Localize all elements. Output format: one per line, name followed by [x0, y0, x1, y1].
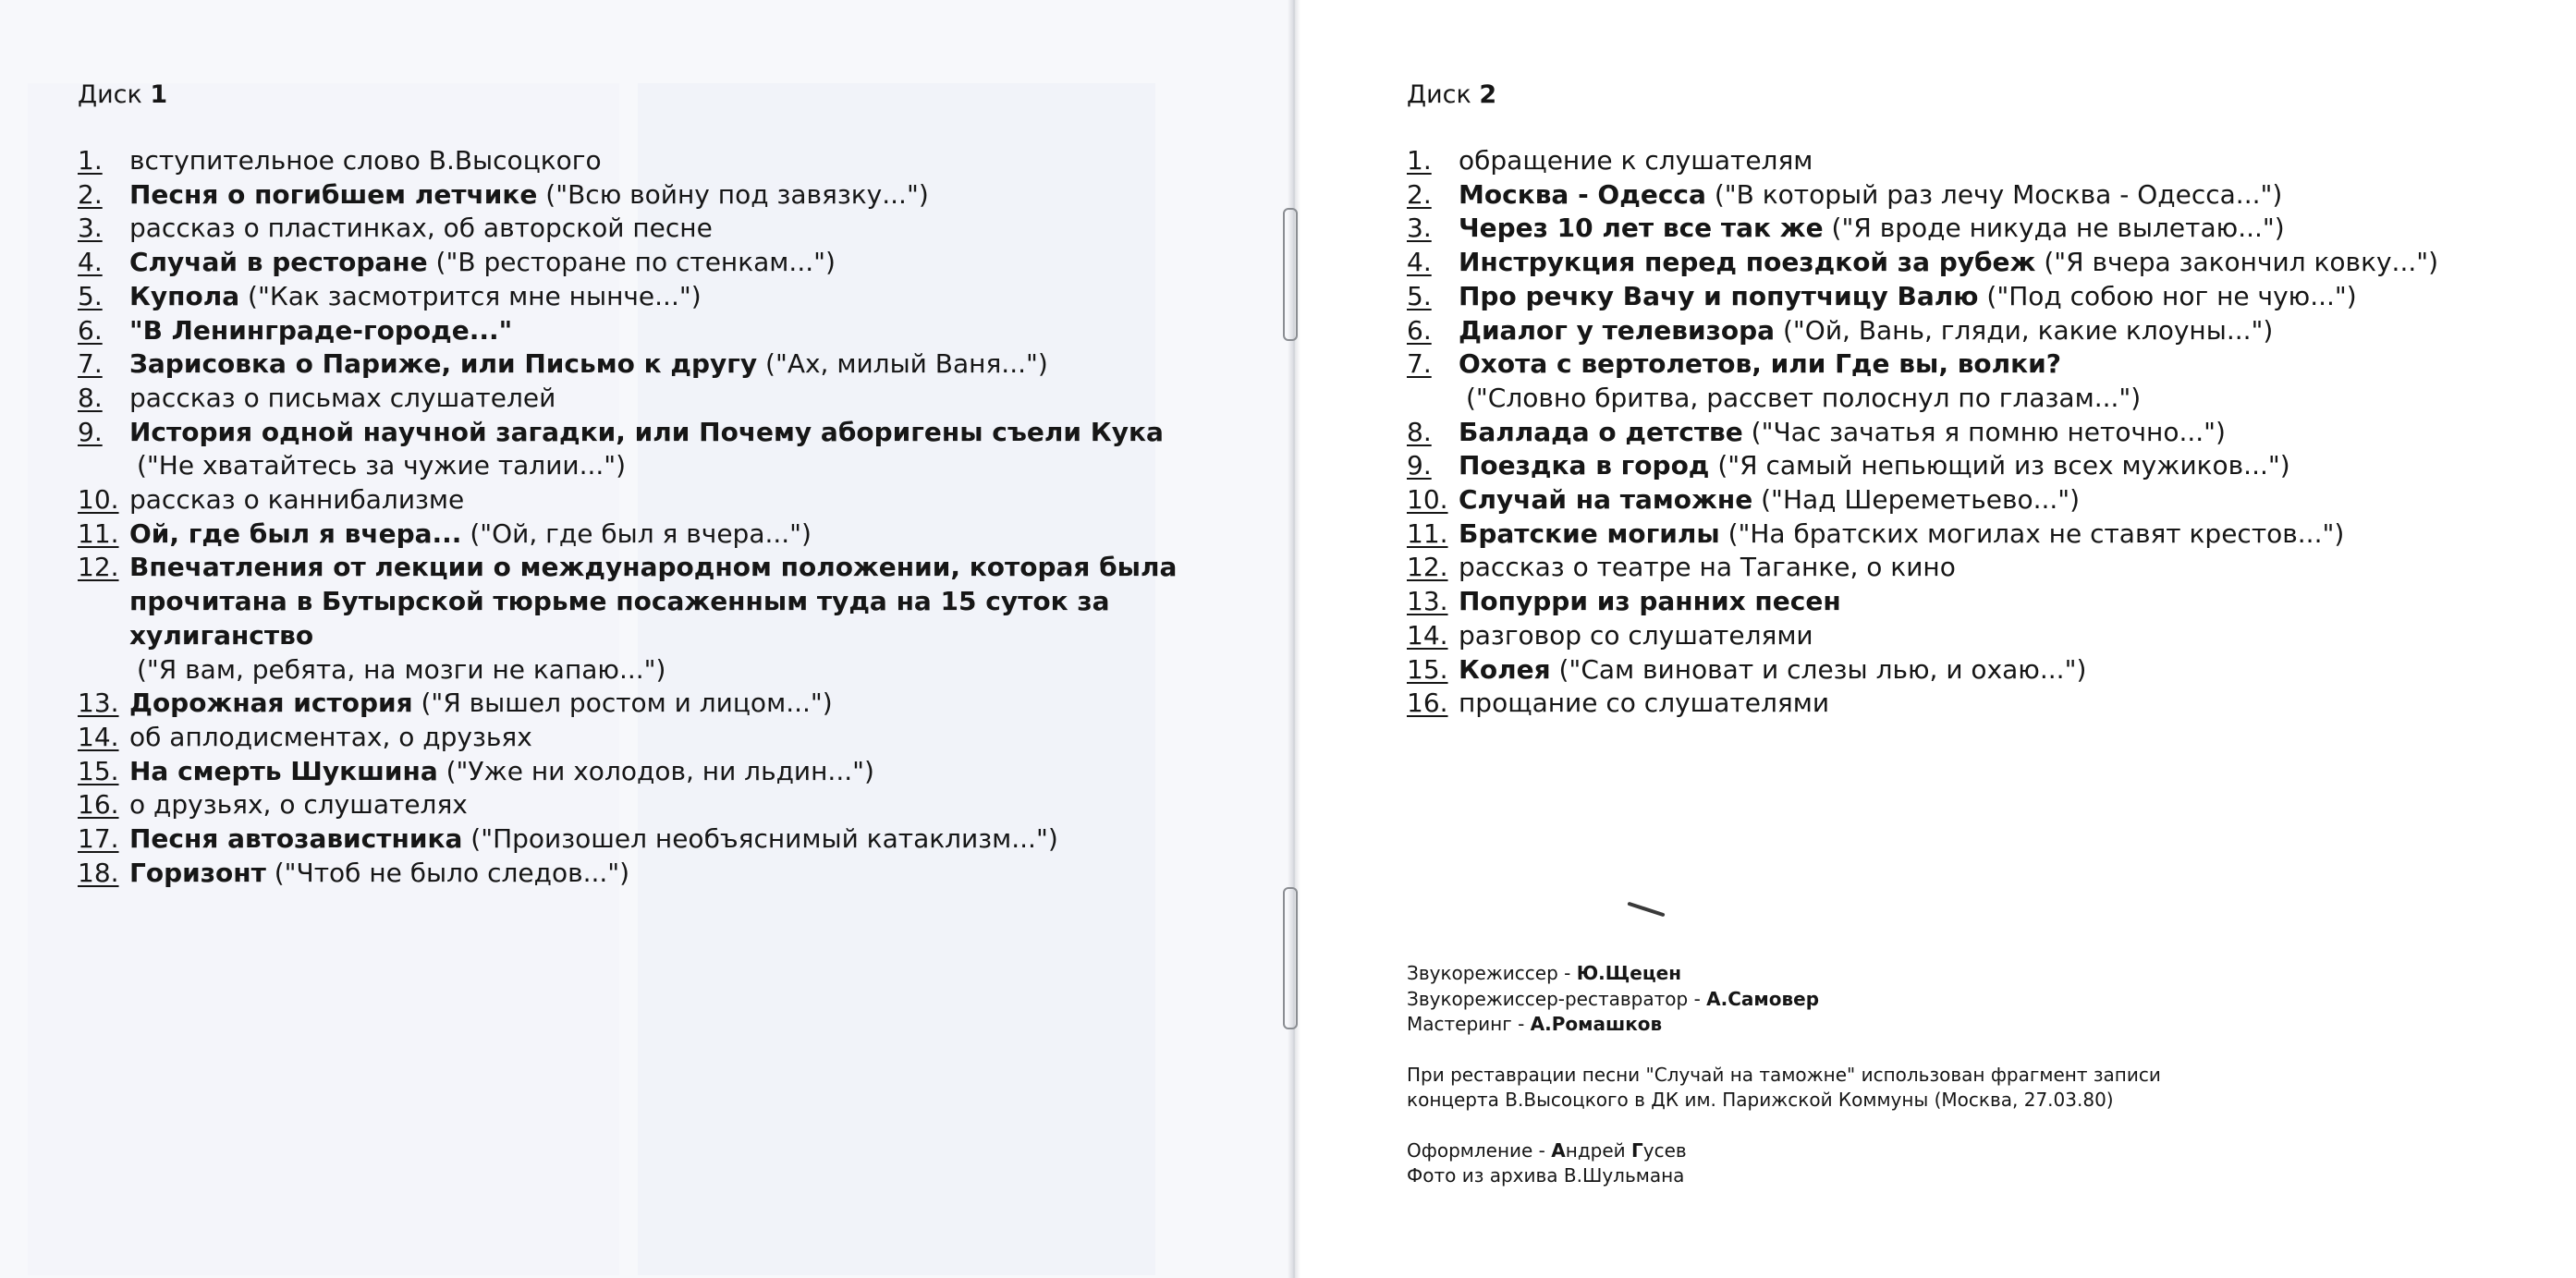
track-line — [1459, 178, 2553, 213]
track-quote: рассказ о каннибализме — [129, 484, 465, 516]
track-item — [78, 280, 1279, 314]
track-quote: ("Я вам, ребята, на мозги не капаю...") — [137, 653, 666, 685]
track-quote: ("Я вышел ростом и лицом...") — [412, 688, 833, 719]
track-line — [129, 687, 1279, 721]
track-line — [1459, 517, 2553, 552]
track-title: Случай на таможне — [1459, 484, 1753, 516]
track-item — [78, 822, 1279, 857]
track-quote: вступительное слово В.Высоцкого — [129, 145, 602, 176]
track-number: 5. — [78, 280, 103, 311]
track-line — [1459, 144, 2553, 178]
track-title: Песня автозавистника — [129, 823, 463, 855]
track-item — [78, 721, 1279, 755]
track-item — [78, 212, 1279, 246]
track-number: 12. — [78, 552, 119, 583]
credit-mastering — [1407, 1012, 2516, 1038]
track-number: 17. — [78, 823, 119, 855]
designer-last-rest: усев — [1642, 1138, 1687, 1162]
track-quote: ("Уже ни холодов, ни льдин...") — [437, 755, 874, 786]
credit-label: Мастеринг - — [1407, 1013, 1531, 1035]
track-item — [78, 551, 1279, 687]
track-number: 2. — [78, 178, 103, 210]
track-item — [1407, 416, 2553, 450]
disc-1-number: 1 — [150, 80, 168, 109]
track-number: 18. — [78, 857, 119, 888]
credit-label: Звукорежиссер - — [1407, 962, 1577, 984]
track-title: Попурри из ранних песен — [1459, 586, 1841, 617]
track-quote: ("Ой, где был я вчера...") — [461, 517, 812, 549]
designer-initial-last: Г — [1631, 1138, 1643, 1162]
track-line — [1459, 619, 2553, 653]
track-title: Москва - Одесса — [1459, 178, 1706, 210]
credit-restoration-engineer — [1407, 987, 2516, 1013]
credit-name: А.Самовер — [1706, 987, 1820, 1010]
credit-name: А.Ромашков — [1530, 1013, 1663, 1035]
track-title: Поездка в город — [1459, 450, 1710, 481]
track-item — [1407, 144, 2553, 178]
track-title-continued: хулиганство — [129, 619, 314, 651]
track-title: Охота с вертолетов, или Где вы, волки? — [1459, 348, 2062, 380]
credit-photo: Фото из архива В.Шульмана — [1407, 1164, 1685, 1187]
track-item — [1407, 314, 2553, 348]
track-quote: об аплодисментах, о друзьях — [129, 721, 532, 752]
track-number: 3. — [1407, 213, 1432, 244]
track-item — [1407, 347, 2553, 415]
track-quote: ("В ресторане по стенкам...") — [427, 247, 836, 278]
track-item — [1407, 212, 2553, 246]
track-title: Дорожная история — [129, 688, 413, 719]
track-line — [1459, 280, 2553, 314]
track-quote: ("Час зачатья я помню неточно...") — [1742, 416, 2226, 447]
disc-2-tracklist — [1407, 144, 2553, 721]
track-number: 4. — [1407, 247, 1432, 278]
track-item — [78, 755, 1279, 789]
track-number: 5. — [1407, 280, 1432, 311]
track-title: Баллада о детстве — [1459, 416, 1743, 447]
track-line — [1459, 551, 2553, 585]
track-number: 13. — [1407, 586, 1448, 617]
track-number: 7. — [78, 348, 103, 380]
track-line — [1459, 449, 2553, 483]
track-quote: ("Я самый непьющий из всех мужиков...") — [1709, 450, 2290, 481]
track-number: 2. — [1407, 178, 1432, 210]
track-quote: разговор со слушателями — [1459, 619, 1813, 651]
track-title: Колея — [1459, 653, 1551, 685]
track-title: Зарисовка о Париже, или Письмо к другу — [129, 348, 758, 380]
track-item — [1407, 585, 2553, 619]
track-item — [78, 178, 1279, 213]
track-line — [129, 721, 1279, 755]
track-number: 6. — [1407, 314, 1432, 346]
track-title: Братские могилы — [1459, 517, 1720, 549]
track-quote: ("Над Шереметьево...") — [1752, 484, 2081, 516]
track-line — [1459, 416, 2553, 450]
restoration-note-line-2: концерта В.Высоцкого в ДК им. Парижской Коммуны (Москва, 27.03.80) — [1407, 1089, 2114, 1111]
track-item — [1407, 483, 2553, 517]
track-number: 7. — [1407, 348, 1432, 380]
track-item — [78, 382, 1279, 416]
track-quote: ("Чтоб не было следов...") — [265, 857, 630, 888]
track-line — [1459, 246, 2553, 280]
track-line — [129, 788, 1279, 822]
track-title: Диалог у телевизора — [1459, 314, 1776, 346]
track-title: Через 10 лет все так же — [1459, 213, 1824, 244]
track-quote: ("Всю войну под завязку...") — [537, 178, 929, 210]
track-item — [1407, 449, 2553, 483]
disc-1-heading — [78, 79, 167, 112]
track-title: Ой, где был я вчера... — [129, 517, 462, 549]
track-line — [129, 382, 1279, 416]
booklet-spine — [1288, 0, 1300, 1278]
credit-name: Ю.Щецен — [1576, 962, 1682, 984]
staple-bottom — [1283, 887, 1298, 1029]
restoration-note-line-1: При реставрации песни "Случай на таможне" использован фрагмент записи — [1407, 1063, 2161, 1086]
track-title: Купола — [129, 280, 240, 311]
track-line — [129, 857, 1279, 891]
track-item — [78, 416, 1279, 483]
track-item — [1407, 653, 2553, 688]
track-line — [129, 483, 1279, 517]
disc-1-label: Диск — [78, 80, 142, 109]
track-number: 9. — [78, 416, 103, 447]
track-number: 6. — [78, 314, 103, 346]
track-quote: прощание со слушателями — [1459, 688, 1830, 719]
track-item — [1407, 619, 2553, 653]
track-title: На смерть Шукшина — [129, 755, 438, 786]
credit-design — [1407, 1138, 2516, 1164]
track-line — [1459, 347, 2553, 382]
track-quote: ("Ой, Вань, гляди, какие клоуны...") — [1775, 314, 2274, 346]
track-number: 9. — [1407, 450, 1432, 481]
track-number: 11. — [78, 517, 119, 549]
track-title: История одной научной загадки, или Почему аборигены съели Кука — [129, 416, 1164, 447]
disc-2-heading — [1407, 79, 1496, 112]
designer-initial-first: А — [1551, 1138, 1566, 1162]
track-number: 16. — [78, 789, 119, 821]
track-line — [1459, 653, 2553, 688]
track-title: Горизонт — [129, 857, 266, 888]
track-number: 11. — [1407, 517, 1448, 549]
track-title: Про речку Вачу и попутчицу Валю — [1459, 280, 1979, 311]
track-item — [78, 144, 1279, 178]
credit-label: Звукорежиссер-реставратор - — [1407, 987, 1707, 1010]
track-quote: ("Словно бритва, рассвет полоснул по глазам...") — [1466, 382, 2142, 413]
track-line — [1459, 212, 2553, 246]
track-quote: ("Как засмотрится мне нынче...") — [239, 280, 702, 311]
track-line — [129, 280, 1279, 314]
track-number: 8. — [78, 382, 103, 413]
track-quote: обращение к слушателям — [1459, 145, 1813, 176]
track-line — [129, 314, 1279, 348]
track-item — [78, 517, 1279, 552]
track-line — [129, 822, 1279, 857]
track-item — [78, 857, 1279, 891]
disc-2-number: 2 — [1479, 80, 1497, 109]
track-item — [1407, 280, 2553, 314]
track-number: 14. — [78, 721, 119, 752]
track-number: 4. — [78, 247, 103, 278]
track-title-continued: прочитана в Бутырской тюрьме посаженным туда на 15 суток за — [129, 586, 1110, 617]
track-item — [78, 246, 1279, 280]
track-number: 12. — [1407, 552, 1448, 583]
track-line — [129, 178, 1279, 213]
track-number: 16. — [1407, 688, 1448, 719]
track-line — [129, 416, 1279, 450]
track-item — [78, 687, 1279, 721]
track-number: 13. — [78, 688, 119, 719]
track-quote: ("В который раз лечу Москва - Одесса...") — [1705, 178, 2283, 210]
track-item — [78, 314, 1279, 348]
track-number: 10. — [1407, 484, 1448, 516]
track-quote: ("Не хватайтесь за чужие талии...") — [137, 450, 627, 481]
track-title: Инструкция перед поездкой за рубеж — [1459, 247, 2036, 278]
track-number: 8. — [1407, 416, 1432, 447]
track-item — [1407, 517, 2553, 552]
track-quote: рассказ о театре на Таганке, о кино — [1459, 552, 1956, 583]
disc-1-tracklist — [78, 144, 1279, 890]
track-quote: ("Я вроде никуда не вылетаю...") — [1823, 213, 2285, 244]
track-item — [1407, 246, 2553, 280]
track-line — [129, 144, 1279, 178]
track-line — [129, 551, 1279, 585]
track-quote: ("Я вчера закончил ковку...") — [2035, 247, 2439, 278]
staple-top — [1283, 208, 1298, 341]
track-line — [1459, 314, 2553, 348]
track-title: Случай в ресторане — [129, 247, 428, 278]
track-quote: о друзьях, о слушателях — [129, 789, 468, 821]
track-title: Песня о погибшем летчике — [129, 178, 538, 210]
disc-2-label: Диск — [1407, 80, 1471, 109]
track-quote: ("Ах, милый Ваня...") — [757, 348, 1048, 380]
track-line — [129, 246, 1279, 280]
track-number: 14. — [1407, 619, 1448, 651]
track-number: 15. — [78, 755, 119, 786]
track-title: Впечатления от лекции о международном положении, которая была — [129, 552, 1178, 583]
track-quote: ("Произошел необъяснимый катаклизм...") — [462, 823, 1058, 855]
track-line — [1459, 585, 2553, 619]
track-title: "В Ленинграде-городе..." — [129, 314, 513, 346]
track-number: 10. — [78, 484, 119, 516]
track-line — [1459, 483, 2553, 517]
designer-first-rest: ндрей — [1565, 1138, 1632, 1162]
track-item — [1407, 687, 2553, 721]
track-number: 15. — [1407, 653, 1448, 685]
credit-label: Оформление - — [1407, 1138, 1552, 1162]
track-line — [129, 212, 1279, 246]
track-item — [1407, 178, 2553, 213]
credit-sound-engineer — [1407, 961, 2516, 987]
track-quote: ("Сам виноват и слезы лью, и охаю...") — [1550, 653, 2087, 685]
credits-block — [1407, 961, 2516, 1189]
track-quote: ("На братских могилах не ставят крестов...") — [1719, 517, 2345, 549]
track-line — [1459, 687, 2553, 721]
track-number: 1. — [1407, 145, 1432, 176]
track-quote: рассказ о письмах слушателей — [129, 382, 556, 413]
track-number: 3. — [78, 213, 103, 244]
track-item — [78, 788, 1279, 822]
track-number: 1. — [78, 145, 103, 176]
track-item — [78, 483, 1279, 517]
track-item — [78, 347, 1279, 382]
track-item — [1407, 551, 2553, 585]
track-line — [129, 347, 1279, 382]
track-line — [129, 517, 1279, 552]
track-quote: рассказ о пластинках, об авторской песне — [129, 213, 713, 244]
track-line — [129, 755, 1279, 789]
track-quote: ("Под собою ног не чую...") — [1978, 280, 2357, 311]
